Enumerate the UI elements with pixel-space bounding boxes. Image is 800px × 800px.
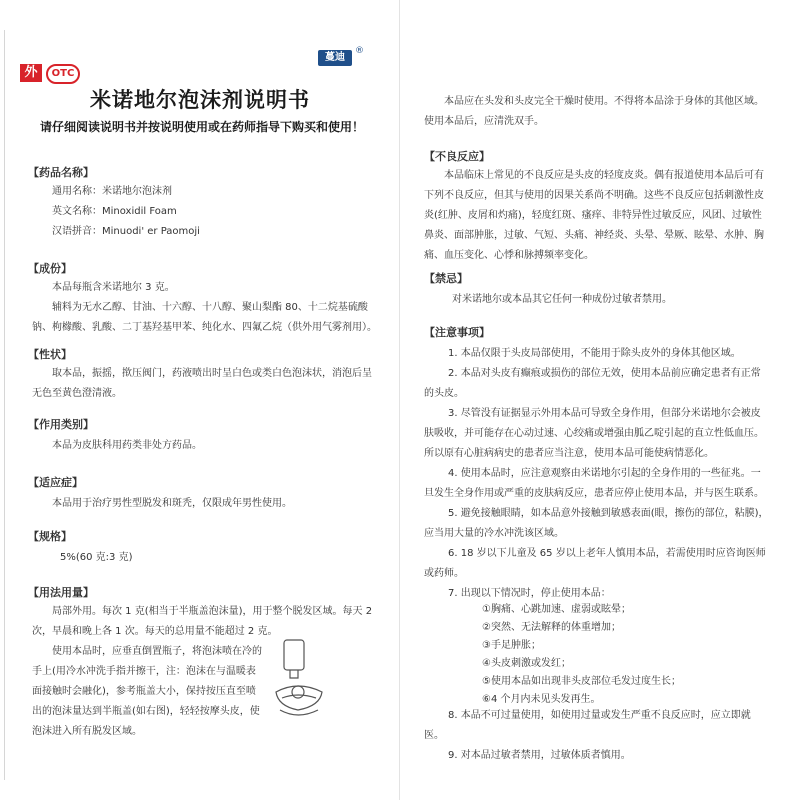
character-text: 取本品，振摇，揿压阀门，药液喷出时呈白色或类白色泡沫状，消泡后呈无色至黄色澄清液。 xyxy=(32,368,372,399)
precaution-5: 5. 避免接触眼睛，如本品意外接触到敏感表面(眼，擦伤的部位，粘膜)，应当用大量的冷水冲洗该区域。 xyxy=(424,508,769,539)
stop-condition-1: ①胸痛、心跳加速、虚弱或眩晕； xyxy=(482,604,631,615)
hand-foam-illustration xyxy=(268,636,330,722)
precaution-6: 6. 18 岁以下儿童及 65 岁以上老年人慎用本品，若需使用时应咨询医师或药师。 xyxy=(424,548,766,579)
precaution-8: 8. 本品不可过量使用，如使用过量或发生严重不良反应时，应立即就医。 xyxy=(424,710,751,741)
character-heading: 【性状】 xyxy=(28,348,72,361)
external-use-badge: 外 xyxy=(20,64,42,82)
english-name: 英文名称：Minoxidil Foam xyxy=(52,206,177,217)
document-title: 米诺地尔泡沫剂说明书 xyxy=(90,88,310,112)
precaution-4: 4. 使用本品时，应注意观察由米诺地尔引起的全身作用的一些征兆。一旦发生全身作用或严重的皮肤病反应，患者应停止使用本品，并与医生联系。 xyxy=(424,468,764,499)
otc-badge: OTC xyxy=(46,64,80,84)
indication-heading: 【适应症】 xyxy=(28,476,83,489)
stop-condition-2: ②突然、无法解释的体重增加； xyxy=(482,622,621,633)
precaution-9: 9. 对本品过敏者禁用，过敏体质者慎用。 xyxy=(448,750,631,761)
adverse-heading: 【不良反应】 xyxy=(424,150,490,163)
drug-name-heading: 【药品名称】 xyxy=(28,166,94,179)
adverse-text: 本品临床上常见的不良反应是头皮的轻度皮炎。偶有报道使用本品后可有下列不良反应，但其与使用的因果关系尚不明确。这些不良反应包括刺激性皮炎(红肿、皮屑和灼痛)，轻度红斑、瘙痒、非特异性过敏反应，风团、过敏性鼻炎、面部肿胀，过敏、气短、头痛、神经炎、头晕、晕厥、眩晕、水肿、胸痛、血压变化、心悸和脉搏频率变化。 xyxy=(424,170,764,261)
precaution-3: 3. 尽管没有证据显示外用本品可导致全身作用，但部分米诺地尔会被皮肤吸收，并可能存在心动过速、心绞痛或增强由胍乙啶引起的直立性低血压。所以原有心脏病病史的患者应当注意，使用本品可能使病情恶化。 xyxy=(424,408,764,459)
usage-heading: 【用法用量】 xyxy=(28,586,94,599)
indication-text: 本品用于治疗男性型脱发和斑秃，仅限成年男性使用。 xyxy=(52,498,292,509)
category-heading: 【作用类别】 xyxy=(28,418,94,431)
reading-notice: 请仔细阅读说明书并按说明使用或在药师指导下购买和使用！ xyxy=(40,120,365,134)
category-text: 本品为皮肤科用药类非处方药品。 xyxy=(52,440,202,451)
spec-text: 5%(60 克:3 克) xyxy=(60,552,133,563)
stop-condition-5: ⑤使用本品如出现非头皮部位毛发过度生长； xyxy=(482,676,681,687)
precaution-7: 7. 出现以下情况时，停止使用本品： xyxy=(448,588,611,599)
composition-line2: 辅料为无水乙醇、甘油、十六醇、十八醇、聚山梨酯 80、十二烷基硫酸钠、枸橼酸、乳酸、二丁基羟基甲苯、纯化水、四氟乙烷（供外用气雾剂用）。 xyxy=(32,302,377,333)
contra-text: 对米诺地尔或本品其它任何一种成份过敏者禁用。 xyxy=(452,294,672,305)
composition-heading: 【成份】 xyxy=(28,262,72,275)
brand-logo: 蔓迪 xyxy=(318,50,352,66)
composition-line1: 本品每瓶含米诺地尔 3 克。 xyxy=(52,282,175,293)
contra-heading: 【禁忌】 xyxy=(424,272,468,285)
usage-paragraph-1: 局部外用。每次 1 克(相当于半瓶盖泡沫量)，用于整个脱发区域。每天 2 次，早晨和晚上各 1 次。每天的总用量不能超过 2 克。 xyxy=(32,606,373,637)
usage-note: 本品应在头发和头皮完全干燥时使用。不得将本品涂于身体的其他区域。使用本品后，应清洗双手。 xyxy=(424,96,764,127)
stop-condition-4: ④头皮刺激或发红； xyxy=(482,658,571,669)
right-column xyxy=(400,0,800,800)
stop-condition-6: ⑥4 个月内未见头发再生。 xyxy=(482,694,601,705)
usage-paragraph-2: 使用本品时，应垂直倒置瓶子，将泡沫喷在冷的手上(用冷水冲洗手指并擦干，注：泡沫在与温暖表面接触时会融化)，参考瓶盖大小，保持按压直至喷出的泡沫量达到半瓶盖(如右图)，轻轻按摩头皮，使泡沫进入所有脱发区域。 xyxy=(32,646,262,737)
stop-condition-3: ③手足肿胀； xyxy=(482,640,541,651)
precautions-heading: 【注意事项】 xyxy=(424,326,490,339)
precaution-2: 2. 本品对头皮有癫痕或损伤的部位无效，使用本品前应确定患者有正常的头皮。 xyxy=(424,368,761,399)
spec-heading: 【规格】 xyxy=(28,530,72,543)
registered-mark: ® xyxy=(355,46,364,56)
pinyin-name: 汉语拼音：Minuodi' er Paomoji xyxy=(52,226,200,237)
generic-name: 通用名称：米诺地尔泡沫剂 xyxy=(52,186,172,197)
precaution-1: 1. 本品仅限于头皮局部使用，不能用于除头皮外的身体其他区域。 xyxy=(448,348,741,359)
